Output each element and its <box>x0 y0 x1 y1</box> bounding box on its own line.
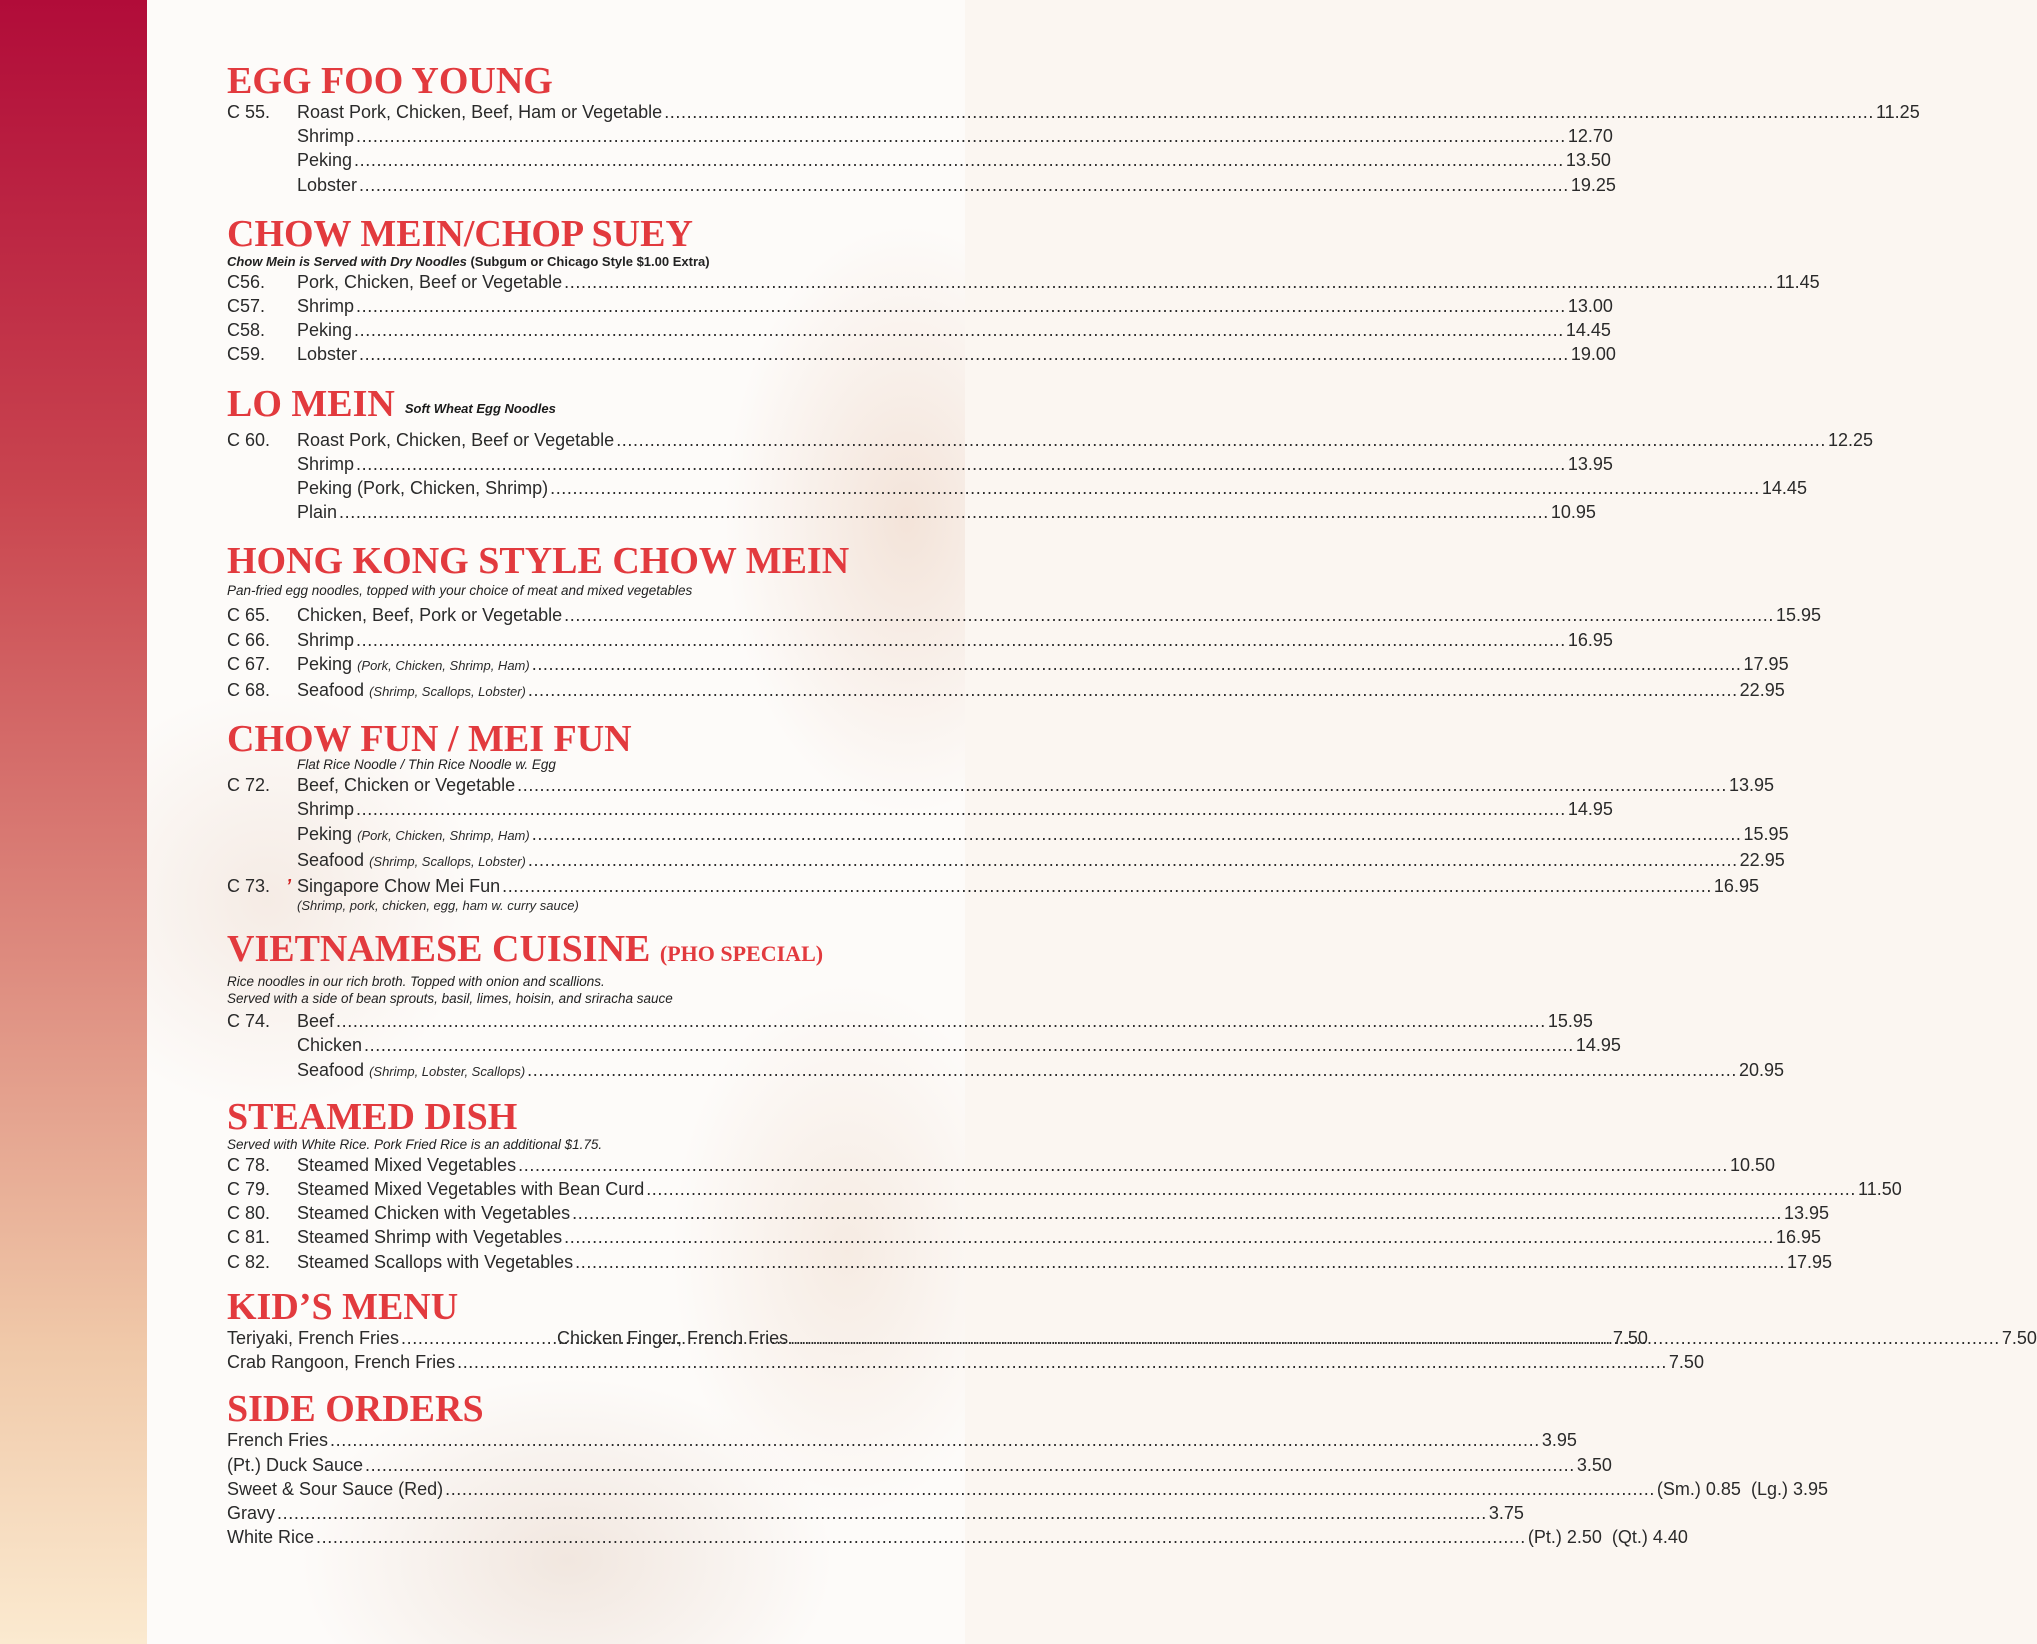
item-price: (Sm.) 0.85 (Lg.) 3.95 <box>1656 1478 1828 1499</box>
section-note: Served with White Rice. Pork Fried Rice is an additional $1.75. <box>227 1136 603 1152</box>
section-title-note: Soft Wheat Egg Noodles <box>404 400 556 416</box>
menu-item <box>227 603 1822 627</box>
item-price: 13.00 <box>1567 296 1613 317</box>
item-name: Plain <box>297 502 338 523</box>
item-name <box>297 628 354 652</box>
item-code-text: C 73. <box>227 876 271 897</box>
item-detail: (Shrimp, Scallops, Lobster) <box>369 853 526 869</box>
item-code: C 79. <box>227 1179 271 1200</box>
item-detail: (Shrimp, Lobster, Scallops) <box>369 1063 526 1079</box>
leader-dots <box>316 1525 1526 1549</box>
item-code: C 81. <box>227 1227 271 1248</box>
item-detail: (Shrimp, Scallops, Lobster) <box>369 684 526 700</box>
item-price: 15.95 <box>1743 823 1789 844</box>
menu-item <box>227 1250 1833 1274</box>
menu-item <box>227 1525 1688 1549</box>
section-title: CHOW FUN / MEI FUN <box>227 718 632 761</box>
leader-dots <box>528 848 1738 872</box>
leader-dots <box>664 100 1874 124</box>
item-price: 22.95 <box>1739 680 1785 701</box>
leader-dots <box>550 476 1760 500</box>
menu-item <box>227 173 1616 197</box>
item-name: Peking (Pork, Chicken, Shrimp) <box>297 478 549 499</box>
item-name: Pork, Chicken, Beef or Vegetable <box>297 271 563 292</box>
leader-dots <box>339 500 1549 524</box>
menu-item <box>227 148 1611 172</box>
menu-item <box>227 318 1611 342</box>
item-price: 16.95 <box>1775 1227 1822 1248</box>
section-title <box>227 382 894 428</box>
menu-item <box>227 1033 1621 1057</box>
menu-item <box>227 848 1785 874</box>
leader-dots <box>575 1250 1785 1274</box>
item-name: Lobster <box>297 344 358 365</box>
section-title-text: VIETNAMESE CUISINE <box>227 928 651 971</box>
menu-item <box>227 628 1613 652</box>
leader-dots <box>517 773 1727 797</box>
menu-item <box>227 1501 1524 1525</box>
item-detail: (Pork, Chicken, Shrimp, Ham) <box>357 657 530 673</box>
leader-dots <box>365 1453 1575 1477</box>
leader-dots <box>277 1501 1487 1525</box>
item-name: (Pt.) Duck Sauce <box>227 1454 364 1475</box>
menu-item <box>227 1009 1593 1033</box>
item-price: 13.95 <box>1567 453 1613 474</box>
leader-dots <box>445 1477 1655 1501</box>
menu-item <box>227 1201 1830 1225</box>
menu-item <box>227 1453 1612 1477</box>
item-price: 13.95 <box>1783 1203 1830 1224</box>
menu-item <box>227 652 1789 678</box>
item-name: White Rice <box>227 1527 315 1548</box>
item-price: 3.50 <box>1576 1454 1612 1475</box>
item-code: C56. <box>227 271 266 292</box>
leader-dots <box>532 822 1742 846</box>
item-name: Sweet & Sour Sauce (Red) <box>227 1478 444 1499</box>
leader-dots <box>354 318 1564 342</box>
leader-dots <box>356 628 1566 652</box>
menu-page <box>227 60 2037 1549</box>
item-name <box>297 603 562 627</box>
item-code: C 80. <box>227 1203 271 1224</box>
item-name <box>297 822 530 848</box>
section-vietnamese-cuisine <box>227 928 1785 1084</box>
section-egg-foo-young <box>227 60 1920 197</box>
item-price: (Pt.) 2.50 (Qt.) 4.40 <box>1527 1527 1688 1548</box>
leader-dots <box>330 1428 1540 1452</box>
item-price: 10.95 <box>1550 502 1596 523</box>
item-price: 12.25 <box>1828 429 1874 450</box>
item-name: Shrimp <box>297 296 355 317</box>
leader-dots <box>356 294 1566 318</box>
section-chow-mein <box>227 212 1820 367</box>
item-price: 11.45 <box>1775 271 1820 292</box>
item-price: 7.50 <box>1668 1352 1704 1373</box>
leader-dots <box>528 678 1738 702</box>
section-side-orders <box>227 1388 1828 1549</box>
section-title: SIDE ORDERS <box>227 1388 484 1431</box>
item-price: 11.25 <box>1876 102 1920 122</box>
leader-dots <box>356 797 1566 821</box>
spicy-pepper-icon: ’ <box>285 876 291 897</box>
menu-item <box>557 1326 2037 1350</box>
item-price: 13.50 <box>1565 150 1611 171</box>
item-name: Gravy <box>227 1502 276 1523</box>
section-note-line: Served with a side of bean sprouts, basil, limes, hoisin, and sriracha sauce <box>227 991 673 1007</box>
item-price: 20.95 <box>1738 1059 1785 1080</box>
item-price: 14.95 <box>1567 799 1613 820</box>
item-price: 3.95 <box>1541 1430 1577 1451</box>
section-lo-mein <box>227 382 1874 525</box>
section-chow-fun-mei-fun <box>227 718 1789 914</box>
item-code: C 67. <box>227 653 271 674</box>
section-title-small: (PHO SPECIAL) <box>659 941 824 967</box>
item-price: 7.50 <box>2001 1327 2037 1348</box>
item-name: Shrimp <box>297 453 355 474</box>
note-italic: Chow Mein is Served with Dry Noodles <box>227 253 467 269</box>
leader-dots <box>354 148 1564 172</box>
leader-dots <box>336 1009 1546 1033</box>
item-price: 19.25 <box>1570 174 1616 195</box>
item-code: C 65. <box>227 605 271 626</box>
item-name: Steamed Mixed Vegetables <box>297 1154 517 1175</box>
section-title: EGG FOO YOUNG <box>227 60 553 102</box>
leader-dots <box>356 124 1566 148</box>
menu-item <box>227 294 1613 318</box>
item-code: C 55. <box>227 102 271 122</box>
item-name <box>297 1009 334 1033</box>
item-code: C58. <box>227 320 266 341</box>
section-kids-menu <box>227 1285 2037 1374</box>
item-name <box>297 848 526 874</box>
item-name <box>297 773 515 797</box>
menu-item <box>227 773 1775 797</box>
item-name: Shrimp <box>297 126 355 147</box>
leader-dots <box>572 1201 1782 1225</box>
decorative-side-band <box>0 0 147 1644</box>
item-price: 16.95 <box>1713 876 1759 897</box>
item-name-text: Peking <box>297 823 353 844</box>
item-name: French Fries <box>227 1430 329 1451</box>
item-name <box>297 1033 362 1057</box>
item-code: C 74. <box>227 1011 271 1032</box>
leader-dots <box>564 603 1774 627</box>
menu-item <box>227 428 1874 452</box>
item-name: Peking <box>297 150 353 171</box>
item-price: 14.95 <box>1575 1035 1621 1056</box>
leader-dots <box>359 342 1569 366</box>
item-price: 17.95 <box>1743 653 1789 674</box>
leader-dots <box>532 652 1742 676</box>
item-price: 7.50 <box>1612 1327 1648 1348</box>
leader-dots <box>564 1225 1774 1249</box>
item-code: C59. <box>227 344 266 365</box>
item-sub-description: (Shrimp, pork, chicken, egg, ham w. curry sauce) <box>297 898 579 914</box>
item-code: C 72. <box>227 775 271 796</box>
item-name: Chicken Finger, French Fries <box>557 1327 789 1348</box>
leader-dots <box>502 874 1712 898</box>
item-price: 13.95 <box>1728 775 1775 796</box>
item-name-text: Seafood <box>297 1059 365 1080</box>
item-name: Steamed Chicken with Vegetables <box>297 1203 571 1224</box>
menu-item <box>227 270 1820 294</box>
item-price: 15.95 <box>1775 605 1822 626</box>
section-title: CHOW MEIN/CHOP SUEY <box>227 212 693 255</box>
section-note <box>227 253 894 270</box>
item-price: 3.75 <box>1488 1502 1524 1523</box>
menu-item <box>227 1350 1704 1374</box>
leader-dots <box>527 1058 1737 1082</box>
leader-dots <box>790 1326 2000 1350</box>
section-title: STEAMED DISH <box>227 1095 518 1138</box>
kids-row <box>227 1326 2037 1350</box>
item-name-text: Beef <box>297 1011 335 1032</box>
leader-dots <box>518 1153 1728 1177</box>
item-code <box>227 874 297 898</box>
item-name-text: Seafood <box>297 849 365 870</box>
leader-dots <box>564 270 1774 294</box>
item-price: 15.95 <box>1547 1011 1593 1032</box>
item-name: Lobster <box>297 174 358 195</box>
leader-dots <box>646 1177 1856 1201</box>
menu-item <box>227 1153 1775 1177</box>
item-name-text: Peking <box>297 653 353 674</box>
menu-item <box>227 874 1759 898</box>
item-price: 12.70 <box>1567 126 1613 147</box>
item-code: C 60. <box>227 429 271 450</box>
item-name <box>297 652 530 678</box>
menu-item <box>227 678 1785 704</box>
item-name-text: Chicken, Beef, Pork or Vegetable <box>297 605 563 626</box>
item-name-text: Seafood <box>297 680 365 701</box>
leader-dots <box>359 173 1569 197</box>
item-detail: (Pork, Chicken, Shrimp, Ham) <box>357 827 530 843</box>
menu-item <box>227 822 1789 848</box>
item-name <box>297 797 354 821</box>
item-price: 10.50 <box>1729 1154 1775 1175</box>
menu-item <box>227 1428 1577 1452</box>
item-price: 16.95 <box>1567 629 1613 650</box>
item-code: C 82. <box>227 1251 271 1272</box>
section-title: HONG KONG STYLE CHOW MEIN <box>227 540 850 583</box>
item-price: 14.45 <box>1761 478 1807 499</box>
item-name: Steamed Shrimp with Vegetables <box>297 1227 563 1248</box>
menu-item <box>227 1477 1828 1501</box>
item-name <box>297 678 526 704</box>
item-name: Roast Pork, Chicken, Beef or Vegetable <box>297 429 615 450</box>
item-price: 22.95 <box>1739 849 1785 870</box>
item-code: C57. <box>227 296 266 317</box>
menu-item <box>227 476 1807 500</box>
section-title-text: LO MEIN <box>227 382 395 425</box>
section-note-line: Rice noodles in our rich broth. Topped with onion and scallions. <box>227 974 605 990</box>
menu-item <box>227 797 1613 821</box>
item-price: 11.50 <box>1858 1179 1902 1200</box>
item-price: 14.45 <box>1565 320 1611 341</box>
item-name <box>297 1058 525 1084</box>
item-name-text: Shrimp <box>297 629 355 650</box>
leader-dots <box>356 452 1566 476</box>
section-title <box>227 930 894 973</box>
menu-item <box>227 500 1596 524</box>
section-note: Pan-fried egg noodles, topped with your choice of meat and mixed vegetables <box>227 583 693 599</box>
item-price: 19.00 <box>1570 344 1616 365</box>
section-hong-kong-chow-mein <box>227 540 1822 704</box>
item-code: C 78. <box>227 1154 271 1175</box>
leader-dots <box>616 428 1826 452</box>
item-name: Roast Pork, Chicken, Beef, Ham or Vegetable <box>297 102 663 122</box>
section-steamed-dish <box>227 1095 1902 1274</box>
leader-dots <box>457 1350 1667 1374</box>
section-title: KID’S MENU <box>227 1285 459 1328</box>
item-name: Teriyaki, French Fries <box>227 1327 400 1348</box>
item-name: Crab Rangoon, French Fries <box>227 1352 456 1373</box>
item-code: C 66. <box>227 629 271 650</box>
item-name: Steamed Mixed Vegetables with Bean Curd <box>297 1179 645 1200</box>
section-note: Flat Rice Noodle / Thin Rice Noodle w. Egg <box>297 757 556 773</box>
item-code: C 68. <box>227 680 271 701</box>
item-name-text: Singapore Chow Mei Fun <box>297 876 501 897</box>
item-name-text: Beef, Chicken or Vegetable <box>297 775 516 796</box>
item-price: 17.95 <box>1786 1251 1833 1272</box>
menu-item <box>227 1177 1902 1201</box>
item-name-text: Chicken <box>297 1035 363 1056</box>
menu-item <box>227 1058 1785 1084</box>
item-name: Peking <box>297 320 353 341</box>
item-name <box>297 874 500 898</box>
leader-dots <box>364 1033 1574 1057</box>
item-name-text: Shrimp <box>297 799 355 820</box>
menu-item <box>227 124 1613 148</box>
menu-item <box>227 342 1616 366</box>
note-bold: (Subgum or Chicago Style $1.00 Extra) <box>470 253 710 269</box>
menu-item <box>227 452 1613 476</box>
menu-item <box>227 100 1920 124</box>
menu-item <box>227 1225 1822 1249</box>
item-name: Steamed Scallops with Vegetables <box>297 1251 574 1272</box>
